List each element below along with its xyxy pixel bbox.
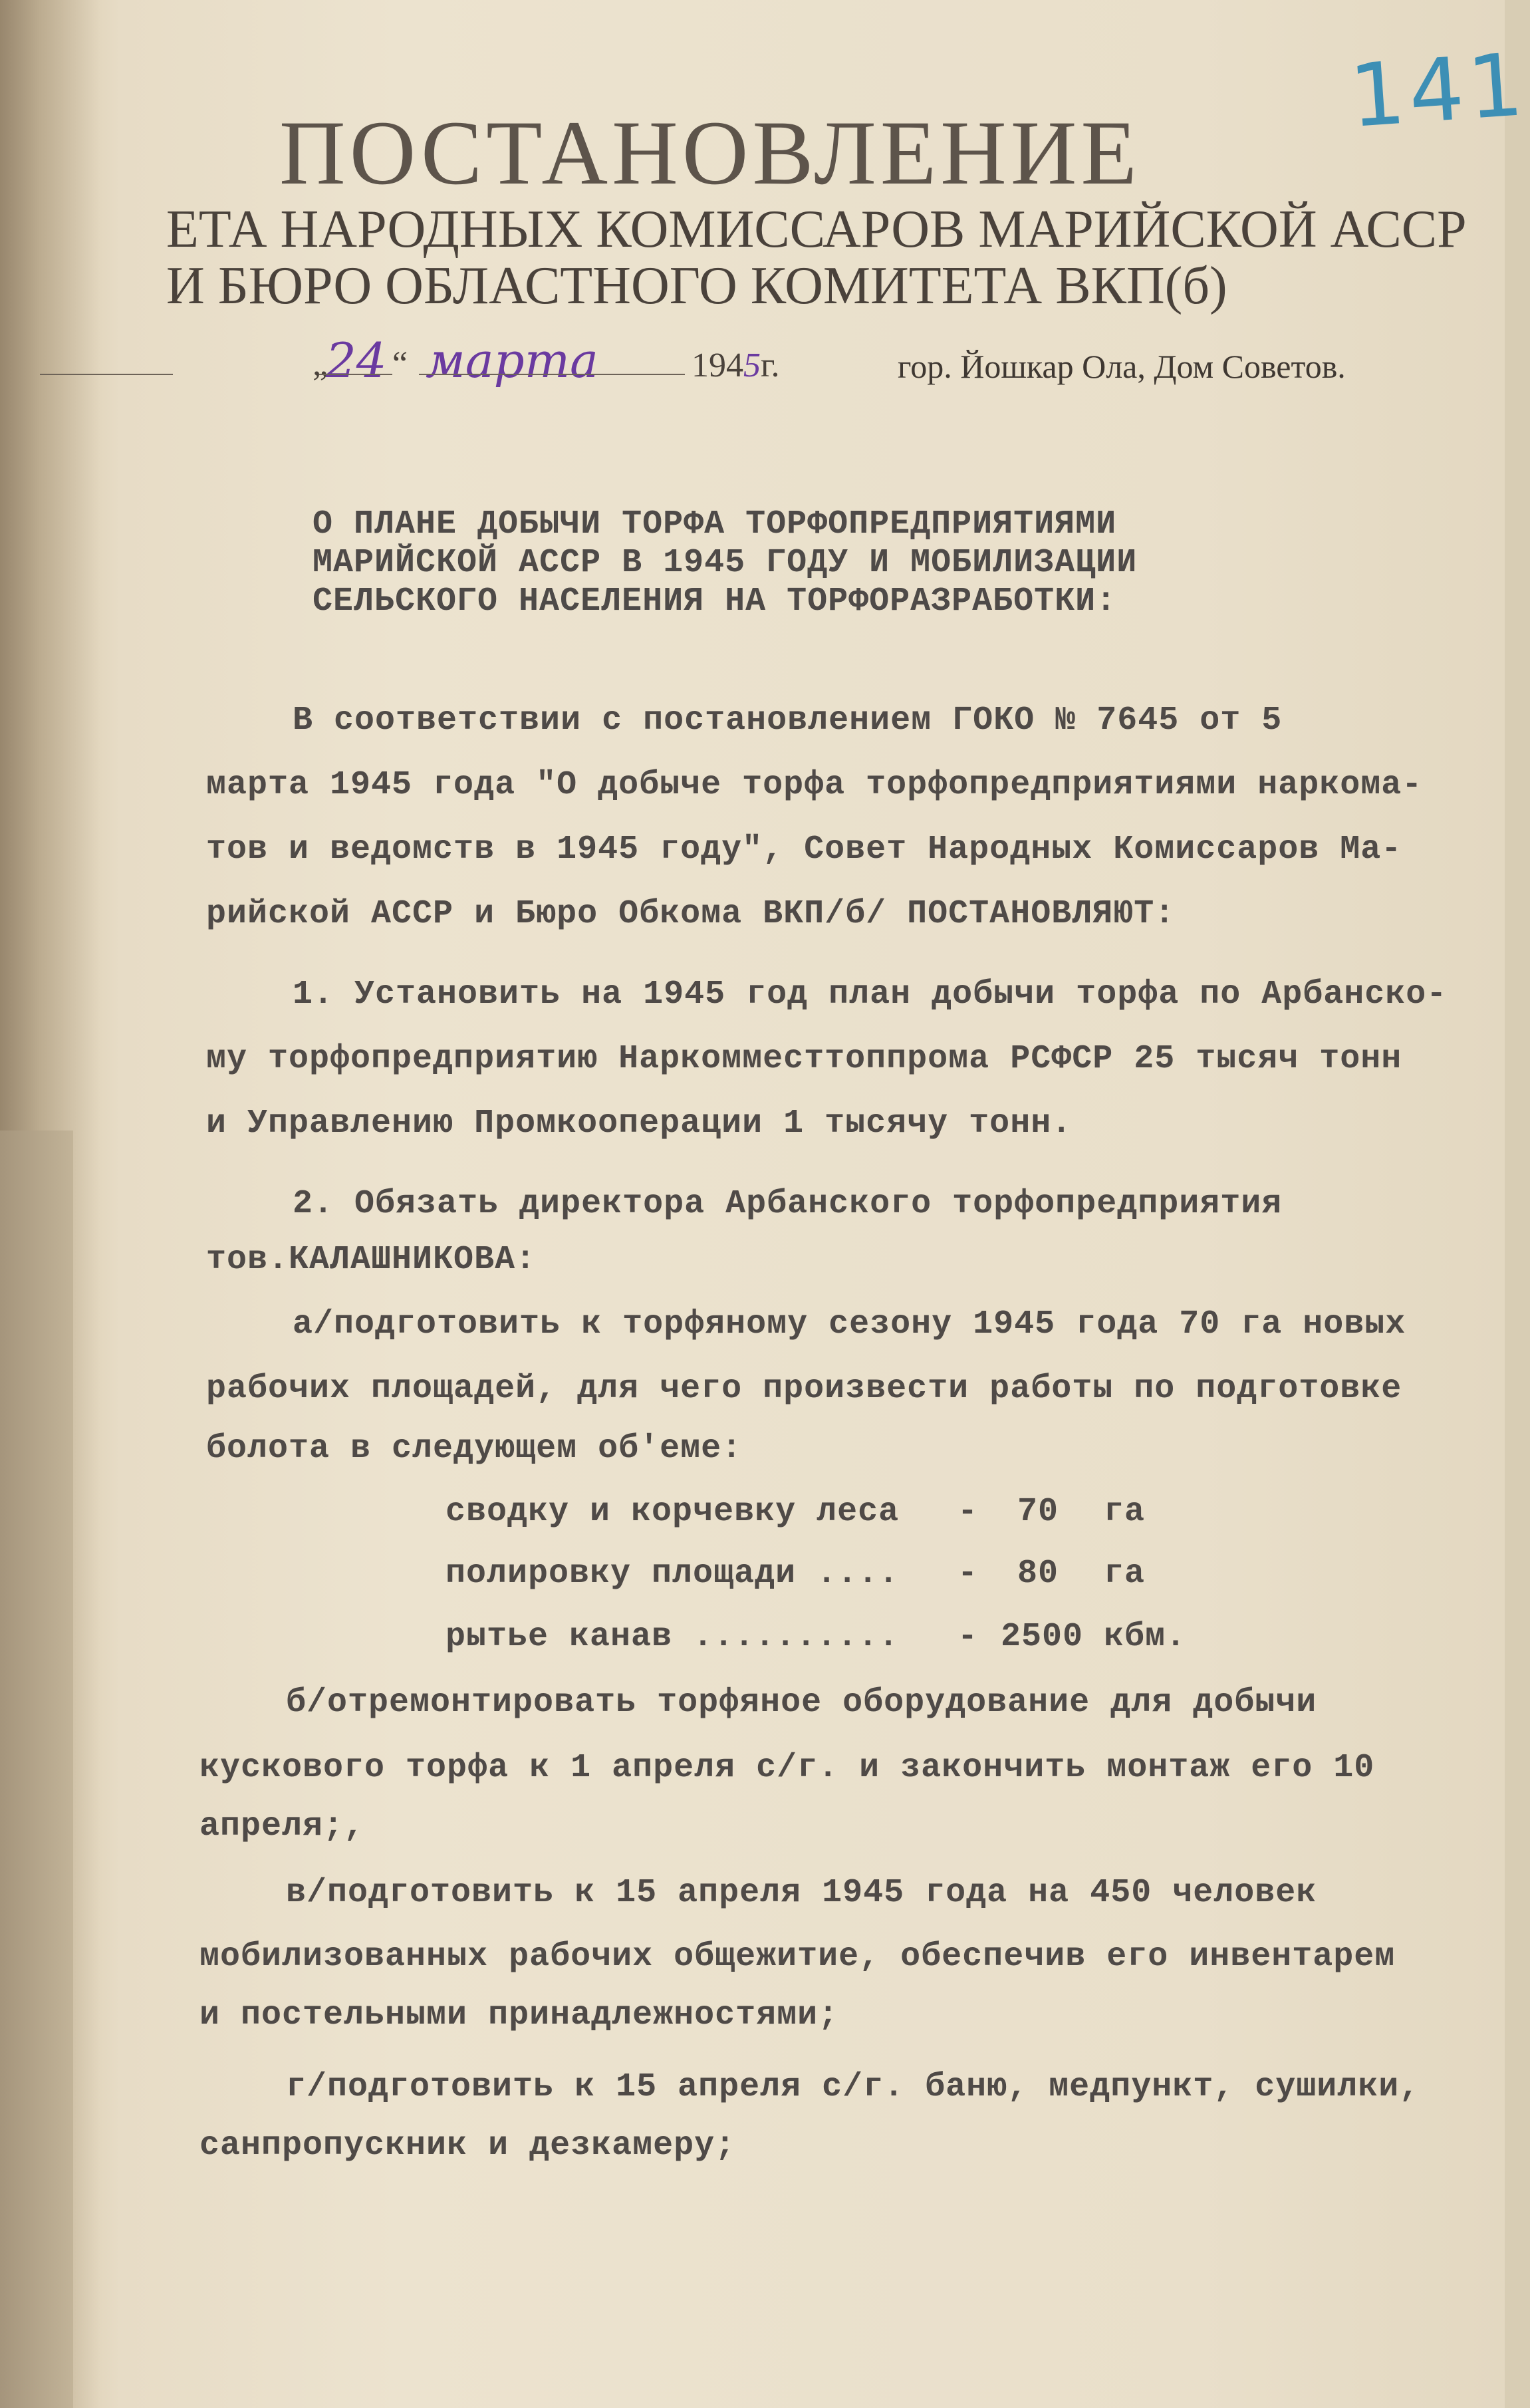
document-title: ПОСТАНОВЛЕНИЕ [279,102,1141,203]
body-line: тов и ведомств в 1945 году", Совет Народных Комиссаров Ма- [206,831,1402,869]
subject-line: МАРИЙСКОЙ АССР В 1945 ГОДУ И МОБИЛИЗАЦИИ [313,544,1138,582]
body-line: апреля;, [199,1807,365,1845]
date-month: марта [426,333,598,388]
body-line: 1. Установить на 1945 год план добычи торфа по Арбанско- [293,976,1448,1013]
work-dash: - [957,1555,979,1593]
work-value: 2500 [1001,1618,1084,1656]
work-unit: га [1104,1555,1146,1593]
work-dash: - [957,1493,979,1531]
work-item [446,1493,1243,1533]
body-line: рийской АССР и Бюро Обкома ВКП/б/ ПОСТАНОВЛЯЮТ: [206,895,1176,933]
resolution-subject [313,505,1310,621]
body-line: а/подготовить к торфяному сезону 1945 года 70 га новых [293,1305,1406,1343]
date-place-line [40,333,1436,392]
body-line: в/подготовить к 15 апреля 1945 года на 450 человек [286,1874,1317,1912]
issuer-line-2: И БЮРО ОБЛАСТНОГО КОМИТЕТА ВКП(б) [166,257,1227,315]
body-line: болота в следующем об'еме: [206,1430,743,1468]
body-line: рабочих площадей, для чего произвести работы по подготовке [206,1370,1402,1408]
work-value: 80 [1017,1555,1059,1593]
date-open-quote: „ [313,345,328,383]
date-year: 1945г. [692,346,780,384]
work-item [446,1555,1243,1595]
body-line: марта 1945 года "О добыче торфа торфопредприятиями наркома- [206,766,1423,804]
work-value: 70 [1017,1493,1059,1531]
body-line: мобилизованных рабочих общежитие, обеспечив его инвентарем [199,1938,1396,1976]
date-rule-left [40,374,173,375]
work-name: полировку площади .... [446,1555,900,1593]
subject-line: О ПЛАНЕ ДОБЫЧИ ТОРФА ТОРФОПРЕДПРИЯТИЯМИ [313,505,1117,543]
work-name: сводку и корчевку леса [446,1493,900,1531]
body-line: В соответствии с постановлением ГОКО № 7645 от 5 [293,702,1283,739]
month-rule [419,374,685,375]
issuer-line-1: ЕТА НАРОДНЫХ КОМИССАРОВ МАРИЙСКОЙ АССР [166,200,1467,259]
document-place: гор. Йошкар Ола, Дом Советов. [898,348,1346,385]
work-name: рытье канав .......... [446,1618,900,1656]
body-line: и Управлению Промкооперации 1 тысячу тонн. [206,1105,1073,1142]
body-line: б/отремонтировать торфяное оборудование для добычи [286,1684,1317,1722]
day-rule [319,374,392,375]
work-item [446,1618,1243,1658]
date-day: 24 [326,333,387,388]
body-line: му торфопредприятию Наркомместтоппрома РСФСР 25 тысяч тонн [206,1040,1402,1078]
body-line: тов.КАЛАШНИКОВА: [206,1241,537,1279]
work-unit: кбм. [1104,1618,1187,1656]
body-line: г/подготовить к 15 апреля с/г. баню, медпункт, сушилки, [286,2068,1420,2106]
archive-page-number: 141 [1346,33,1530,148]
body-line: санпропускник и дезкамеру; [199,2127,736,2165]
subject-line: СЕЛЬСКОГО НАСЕЛЕНИЯ НА ТОРФОРАЗРАБОТКИ: [313,583,1117,620]
body-line: 2. Обязать директора Арбанского торфопредприятия [293,1185,1283,1223]
work-unit: га [1104,1493,1146,1531]
date-close-quote: “ [392,345,408,383]
work-dash: - [957,1618,979,1656]
body-line: и постельными принадлежностями; [199,1996,839,2034]
body-line: кускового торфа к 1 апреля с/г. и закончить монтаж его 10 [199,1749,1375,1787]
